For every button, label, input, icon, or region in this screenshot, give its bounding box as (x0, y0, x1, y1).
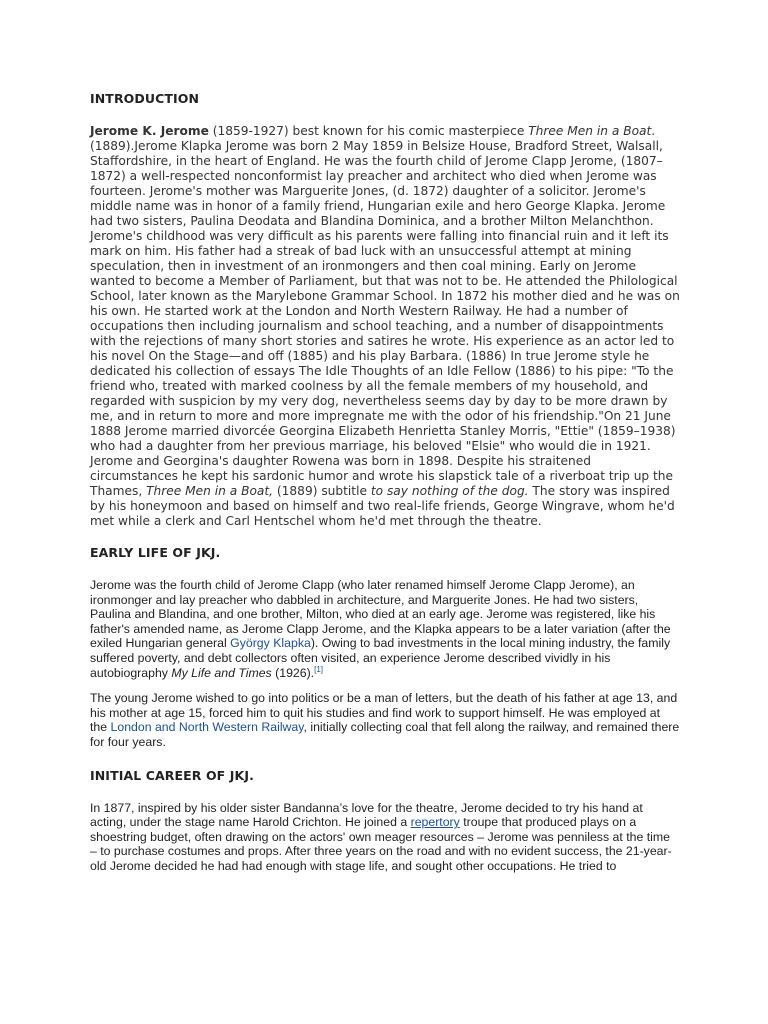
autobiography-title: My Life and Times (171, 665, 272, 680)
intro-text-4: The story was inspired by his honeymoon and based on himself and two real-life friends, George Wingrave, whom he'd met while a clerk and Carl Hentschel whom he'd met through the theatre. (90, 484, 675, 528)
citation-link-1[interactable]: [1] (314, 664, 324, 674)
book-subtitle: to say nothing of the dog. (370, 484, 529, 498)
early-life-paragraph-2 (90, 691, 680, 749)
repertory-link[interactable]: repertory (410, 815, 460, 830)
introduction-heading: INTRODUCTION (90, 91, 200, 106)
early-life-paragraph-1 (90, 578, 680, 680)
early-text-2: ). Owing to bad investments in the local mining industry, the family suffered poverty, and debt collectors often visited, an experience Jerome described vividly in his autobiography (90, 636, 671, 680)
early-life-heading: EARLY LIFE OF JKJ. (90, 545, 221, 560)
book-title-2: Three Men in a Boat, (146, 484, 274, 498)
railway-link[interactable]: London and North Western Railway (110, 720, 304, 735)
book-title: Three Men in a Boat (528, 124, 652, 138)
early-text-4: The young Jerome wished to go into politics or be a man of letters, but the death of his father at age 13, and his mother at age 15, forced him to quit his studies and find work to support himself. He was employed at the (90, 691, 678, 735)
intro-text-2: . (1889).Jerome Klapka Jerome was born 2 May 1859 in Belsize House, Bradford Street, Walsall, Staffordshire, in the heart of England. He was the fourth child of Jerome Clapp Jerome, (1807–1872) a well-respected nonconformist lay preacher and architect who died when Jerome was fourteen. Jerome's mother was Marguerite Jones, (d. 1872) daughter of a solicitor. Jerome's middle name was in honor of a family friend, Hungarian exile and hero George Klapka. Jerome had two sisters, Paulina Deodata and Blandina Dominica, and a brother Milton Melanchthon. Jerome's childhood was very difficult as his parents were falling into financial ruin and it left its mark on him. His father had a streak of bad luck with an unsuccessful attempt at mining speculation, then in investment of an ironmongers and then coal mining. Early on Jerome wanted to become a Member of Parliament, but that was not to be. He attended the Philological School, later known as the Marylebone Grammar School. In 1872 his mother died and he was on his own. He started work at the London and North Western Railway. He had a number of occupations then including journalism and school teaching, and a number of disappointments with the rejections of many short stories and satires he wrote. His experience as an actor led to his novel On the Stage—and off (1885) and his play Barbara. (1886) In true Jerome style he dedicated his collection of essays The Idle Thoughts of an Idle Fellow (1886) to his pipe: "To the friend who, treated with marked coolness by all the female members of my household, and regarded with suspicion by my very dog, nevertheless seems day by day to be more drawn by me, and in return to more and more impregnate me with the odor of his friendship."On 21 June 1888 Jerome married divorcée Georgina Elizabeth Henrietta Stanley Morris, "Ettie" (1859–1938) who had a daughter from her previous marriage, his beloved "Elsie" who would die in 1921. Jerome and Georgina's daughter Rowena was born in 1898. Despite his straitened circumstances he kept his sardonic humor and wrote his slapstick tale of a riverboat trip up the Thames, (90, 124, 680, 498)
initial-career-heading: INITIAL CAREER OF JKJ. (90, 767, 254, 783)
early-text-5: , initially collecting coal that fell along the railway, and remained there for four years. (90, 720, 680, 749)
intro-text-1: (1859-1927) best known for his comic masterpiece (208, 124, 529, 138)
initial-text-1: In 1877, inspired by his older sister Bandanna’s love for the theatre, Jerome decided to try his hand at acting, under the stage name Harold Crichton. He joined a (90, 800, 643, 830)
introduction-paragraph (90, 124, 680, 529)
author-name: Jerome K. Jerome (90, 124, 209, 138)
initial-career-paragraph (90, 801, 680, 874)
early-text-1: Jerome was the fourth child of Jerome Clapp (who later renamed himself Jerome Clapp Jerome), an ironmonger and lay preacher who dabbled in architecture, and Marguerite Jones. He had two sisters, Paulina and Blandina, and one brother, Milton, who died at an early age. Jerome was registered, like his father's amended name, as Jerome Clapp Jerome, and the Klapka appears to be a later variation (after the exiled Hungarian general (90, 578, 671, 651)
early-text-3: (1926). (271, 665, 315, 680)
intro-text-3: (1889) subtitle (273, 484, 371, 498)
initial-text-2: troupe that produced plays on a shoestring budget, often drawing on the actors' own meager resources – Jerome was penniless at the time – to purchase costumes and props. After three years on the road and with no evident success, the 21-year-old Jerome decided he had had enough with stage life, and sought other occupations. He tried to (90, 815, 672, 873)
document-page (90, 88, 680, 874)
gyorgy-klapka-link[interactable]: György Klapka (230, 636, 311, 651)
